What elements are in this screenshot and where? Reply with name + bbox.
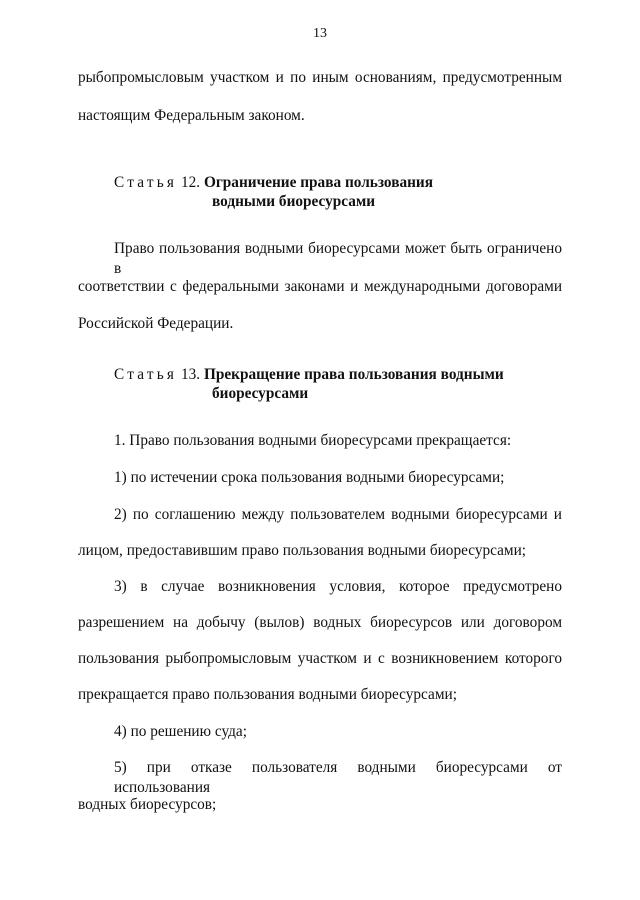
article-label: Статья <box>114 174 178 191</box>
paragraph-line: рыбопромысловым участком и по иным основаниям, предусмотренным <box>78 69 562 86</box>
article-13-heading <box>114 365 504 385</box>
list-item: 2) по соглашению между пользователем водными биоресурсами и <box>114 506 562 523</box>
paragraph-line: Право пользования водными биоресурсами может быть ограничено в <box>114 240 562 277</box>
article-number: 12. <box>181 174 201 191</box>
article-title-continued: водными биоресурсами <box>212 193 376 210</box>
paragraph-line: Российской Федерации. <box>78 315 234 332</box>
article-title-continued: биоресурсами <box>212 385 309 402</box>
list-item-continued: пользования рыбопромысловым участком и с возникновением которого <box>78 650 562 667</box>
page-number: 13 <box>313 26 327 41</box>
article-title: Прекращение права пользования водными <box>203 366 504 383</box>
list-item-continued: водных биоресурсов; <box>78 796 217 813</box>
list-item: 1) по истечении срока пользования водными биоресурсами; <box>114 469 505 486</box>
list-item-continued: прекращается право пользования водными биоресурсами; <box>78 686 457 703</box>
list-item: 5) при отказе пользователя водными биоресурсами от использования <box>114 759 562 796</box>
article-title: Ограничение права пользования <box>203 174 434 191</box>
article-12-heading <box>114 173 433 193</box>
article-number: 13. <box>181 366 201 383</box>
list-item-continued: разрешением на добычу (вылов) водных биоресурсов или договором <box>78 614 562 631</box>
list-item-continued: лицом, предоставившим право пользования водными биоресурсами; <box>78 542 527 559</box>
list-item: 3) в случае возникновения условия, которое предусмотрено <box>114 578 562 595</box>
list-item: 4) по решению суда; <box>114 723 247 740</box>
list-item: 1. Право пользования водными биоресурсами прекращается: <box>114 432 512 449</box>
paragraph-line: настоящим Федеральным законом. <box>78 107 305 124</box>
article-label: Статья <box>114 366 178 383</box>
paragraph-line: соответствии с федеральными законами и международными договорами <box>78 278 562 295</box>
